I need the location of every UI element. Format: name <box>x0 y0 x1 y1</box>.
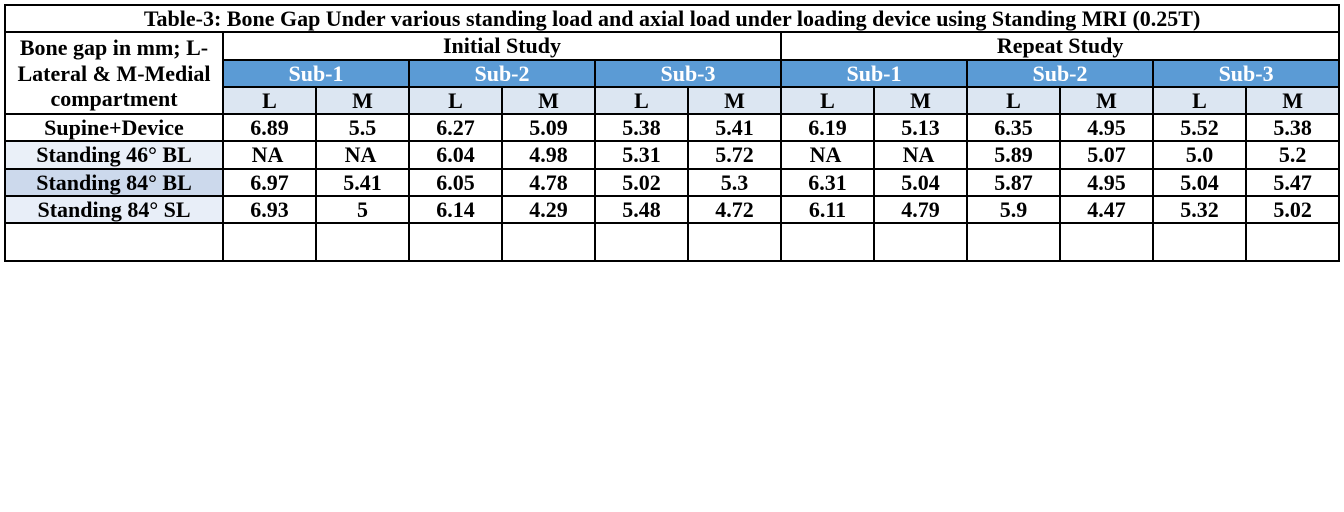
compartment-header-8: M <box>874 87 967 114</box>
cell-r0-c8: 6.35 <box>967 114 1060 141</box>
table-row-empty <box>5 223 1339 261</box>
cell-r0-c4: 5.38 <box>595 114 688 141</box>
cell-r3-c5: 4.72 <box>688 196 781 223</box>
empty-cell-4 <box>502 223 595 261</box>
cell-r3-c1: 5 <box>316 196 409 223</box>
empty-cell-10 <box>1060 223 1153 261</box>
empty-cell-5 <box>595 223 688 261</box>
cell-r1-c0: NA <box>223 141 316 168</box>
cell-r1-c1: NA <box>316 141 409 168</box>
cell-r3-c7: 4.79 <box>874 196 967 223</box>
subject-header-initial-sub2: Sub-2 <box>409 60 595 87</box>
subject-header-repeat-sub2: Sub-2 <box>967 60 1153 87</box>
cell-r2-c8: 5.87 <box>967 169 1060 196</box>
empty-cell-9 <box>967 223 1060 261</box>
compartment-header-6: M <box>688 87 781 114</box>
cell-r0-c6: 6.19 <box>781 114 874 141</box>
compartment-header-3: L <box>409 87 502 114</box>
subject-header-initial-sub1: Sub-1 <box>223 60 409 87</box>
empty-cell-3 <box>409 223 502 261</box>
cell-r0-c11: 5.38 <box>1246 114 1339 141</box>
cell-r3-c10: 5.32 <box>1153 196 1246 223</box>
table-title: Table-3: Bone Gap Under various standing load and axial load under loading device using Standing MRI (0.25T) <box>5 5 1339 32</box>
row-label-standing-84-bl: Standing 84° BL <box>5 169 223 196</box>
cell-r2-c1: 5.41 <box>316 169 409 196</box>
row-label-supine-device: Supine+Device <box>5 114 223 141</box>
compartment-header-1: L <box>223 87 316 114</box>
cell-r0-c3: 5.09 <box>502 114 595 141</box>
table-title-row <box>5 5 1339 32</box>
empty-cell-8 <box>874 223 967 261</box>
cell-r1-c10: 5.0 <box>1153 141 1246 168</box>
compartment-header-11: L <box>1153 87 1246 114</box>
cell-r1-c2: 6.04 <box>409 141 502 168</box>
subject-header-repeat-sub1: Sub-1 <box>781 60 967 87</box>
cell-r1-c5: 5.72 <box>688 141 781 168</box>
compartment-header-10: M <box>1060 87 1153 114</box>
cell-r2-c6: 6.31 <box>781 169 874 196</box>
cell-r2-c5: 5.3 <box>688 169 781 196</box>
cell-r2-c11: 5.47 <box>1246 169 1339 196</box>
compartment-header-2: M <box>316 87 409 114</box>
cell-r2-c0: 6.97 <box>223 169 316 196</box>
cell-r0-c5: 5.41 <box>688 114 781 141</box>
cell-r2-c7: 5.04 <box>874 169 967 196</box>
table-row <box>5 114 1339 141</box>
study-header-initial: Initial Study <box>223 32 781 59</box>
cell-r3-c11: 5.02 <box>1246 196 1339 223</box>
cell-r1-c7: NA <box>874 141 967 168</box>
empty-cell-6 <box>688 223 781 261</box>
cell-r2-c3: 4.78 <box>502 169 595 196</box>
empty-cell-11 <box>1153 223 1246 261</box>
cell-r0-c1: 5.5 <box>316 114 409 141</box>
cell-r1-c9: 5.07 <box>1060 141 1153 168</box>
compartment-header-5: L <box>595 87 688 114</box>
subject-header-initial-sub3: Sub-3 <box>595 60 781 87</box>
cell-r2-c4: 5.02 <box>595 169 688 196</box>
cell-r2-c9: 4.95 <box>1060 169 1153 196</box>
table-row <box>5 196 1339 223</box>
study-header-row <box>5 32 1339 59</box>
cell-r0-c0: 6.89 <box>223 114 316 141</box>
cell-r3-c4: 5.48 <box>595 196 688 223</box>
empty-cell-2 <box>316 223 409 261</box>
cell-r1-c4: 5.31 <box>595 141 688 168</box>
cell-r2-c2: 6.05 <box>409 169 502 196</box>
cell-r0-c2: 6.27 <box>409 114 502 141</box>
compartment-header-12: M <box>1246 87 1339 114</box>
cell-r3-c0: 6.93 <box>223 196 316 223</box>
cell-r3-c8: 5.9 <box>967 196 1060 223</box>
study-header-repeat: Repeat Study <box>781 32 1339 59</box>
cell-r0-c7: 5.13 <box>874 114 967 141</box>
empty-cell-1 <box>223 223 316 261</box>
table-row <box>5 141 1339 168</box>
bone-gap-table <box>4 4 1340 262</box>
table-row <box>5 169 1339 196</box>
cell-r3-c2: 6.14 <box>409 196 502 223</box>
empty-cell-label <box>5 223 223 261</box>
compartment-header-4: M <box>502 87 595 114</box>
corner-header: Bone gap in mm; L-Lateral & M-Medial compartment <box>5 32 223 114</box>
cell-r3-c6: 6.11 <box>781 196 874 223</box>
compartment-header-9: L <box>967 87 1060 114</box>
row-label-standing-46-bl: Standing 46° BL <box>5 141 223 168</box>
cell-r0-c10: 5.52 <box>1153 114 1246 141</box>
cell-r3-c9: 4.47 <box>1060 196 1153 223</box>
cell-r1-c6: NA <box>781 141 874 168</box>
cell-r1-c11: 5.2 <box>1246 141 1339 168</box>
row-label-standing-84-sl: Standing 84° SL <box>5 196 223 223</box>
compartment-header-7: L <box>781 87 874 114</box>
cell-r0-c9: 4.95 <box>1060 114 1153 141</box>
empty-cell-7 <box>781 223 874 261</box>
cell-r1-c8: 5.89 <box>967 141 1060 168</box>
cell-r2-c10: 5.04 <box>1153 169 1246 196</box>
empty-cell-12 <box>1246 223 1339 261</box>
cell-r1-c3: 4.98 <box>502 141 595 168</box>
cell-r3-c3: 4.29 <box>502 196 595 223</box>
subject-header-repeat-sub3: Sub-3 <box>1153 60 1339 87</box>
